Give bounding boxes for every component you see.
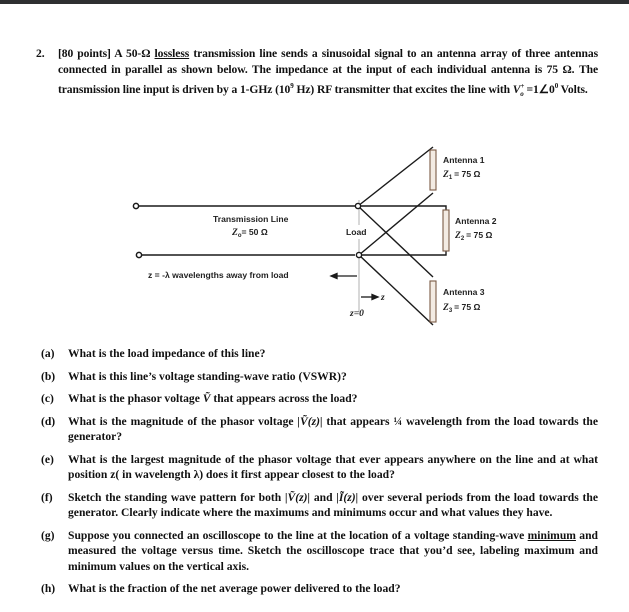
- position-label: z = -λ wavelengths away from load: [148, 270, 289, 280]
- degree-mark: 0: [554, 82, 559, 90]
- question-f: (f) Sketch the standing wave pattern for both |Ṽ(z)| and |Ĩ(z)| over several periods from the load towards the generator. Clearly indicate where the maximums and minimums occur and what values they have.: [41, 490, 598, 519]
- intro-text-2: transmission line sends a sinusoidal signal to an antenna array of three antennas connected in parallel as shown below. The impedance at the input of each individual antenna is 75 Ω. The transmission line input is driven by a 1-GHz (10: [58, 47, 598, 96]
- source-unit: Volts.: [558, 82, 588, 96]
- z-axis-label: z: [381, 293, 385, 303]
- question-g: (g) Suppose you connected an oscilloscope to the line at the location of a voltage standing-wave minimum and measured the voltage versus time. Sketch the oscilloscope trace that you’d see, labeling maximum and minimum values on the vertical axis.: [41, 528, 599, 573]
- load-label: Load: [346, 227, 367, 237]
- input-terminal-top: [133, 203, 138, 208]
- question-h: (h) What is the fraction of the net average power delivered to the load?: [41, 582, 401, 595]
- lossless-underlined: lossless: [154, 47, 190, 60]
- right-arrow-icon: [361, 295, 378, 300]
- source-voltage-value: =1∠0: [523, 82, 555, 96]
- antenna-3-resistor: [430, 281, 436, 322]
- antenna-1-impedance: $Z_1 = 75$ Ω: [443, 169, 481, 181]
- question-list: [36, 346, 598, 604]
- load-node-top: [355, 203, 360, 208]
- z-origin-label: z=0: [350, 309, 364, 319]
- antenna-3-name: Antenna 3: [443, 287, 485, 297]
- input-terminal-bottom: [136, 252, 141, 257]
- antenna-1-resistor: [430, 150, 436, 190]
- antenna-3-impedance: $Z_3 = 75$ Ω: [443, 302, 481, 314]
- question-b: (b) What is this line’s voltage standing-wave ratio (VSWR)?: [41, 369, 347, 383]
- antenna-2-resistor: [443, 210, 449, 251]
- question-e: (e) What is the largest magnitude of the phasor voltage that ever appears anywhere on the line and at what position z( in wavelength λ) does it first appear closest to the load?: [41, 452, 598, 481]
- question-a: (a) What is the load impedance of this line?: [41, 347, 266, 360]
- antenna-2-impedance: $Z_2 = 75$ Ω: [455, 230, 493, 242]
- transmission-line-label: Transmission Line: [213, 214, 289, 224]
- load-node-bottom: [356, 252, 361, 257]
- z0-label: $Z_o= 50$ Ω: [232, 227, 268, 239]
- question-c: (c) What is the phasor voltage Ṽ that appears across the load?: [41, 392, 358, 405]
- intro-text-3: Hz) RF transmitter that excites the line with: [293, 82, 513, 96]
- left-arrow-icon: [331, 274, 357, 279]
- antenna-1-name: Antenna 1: [443, 155, 485, 165]
- question-d: (d) What is the magnitude of the phasor voltage |Ṽ(z)| that appears ¼ wavelength from the load towards the generator?: [41, 414, 598, 443]
- antenna-2-name: Antenna 2: [455, 216, 497, 226]
- problem-number: 2.: [36, 47, 45, 60]
- exponent: 9: [290, 82, 294, 90]
- intro-text: A 50-Ω: [114, 47, 155, 60]
- source-voltage-symbol: $V^+_o$: [512, 82, 525, 99]
- problem-points: [80 points]: [58, 47, 111, 60]
